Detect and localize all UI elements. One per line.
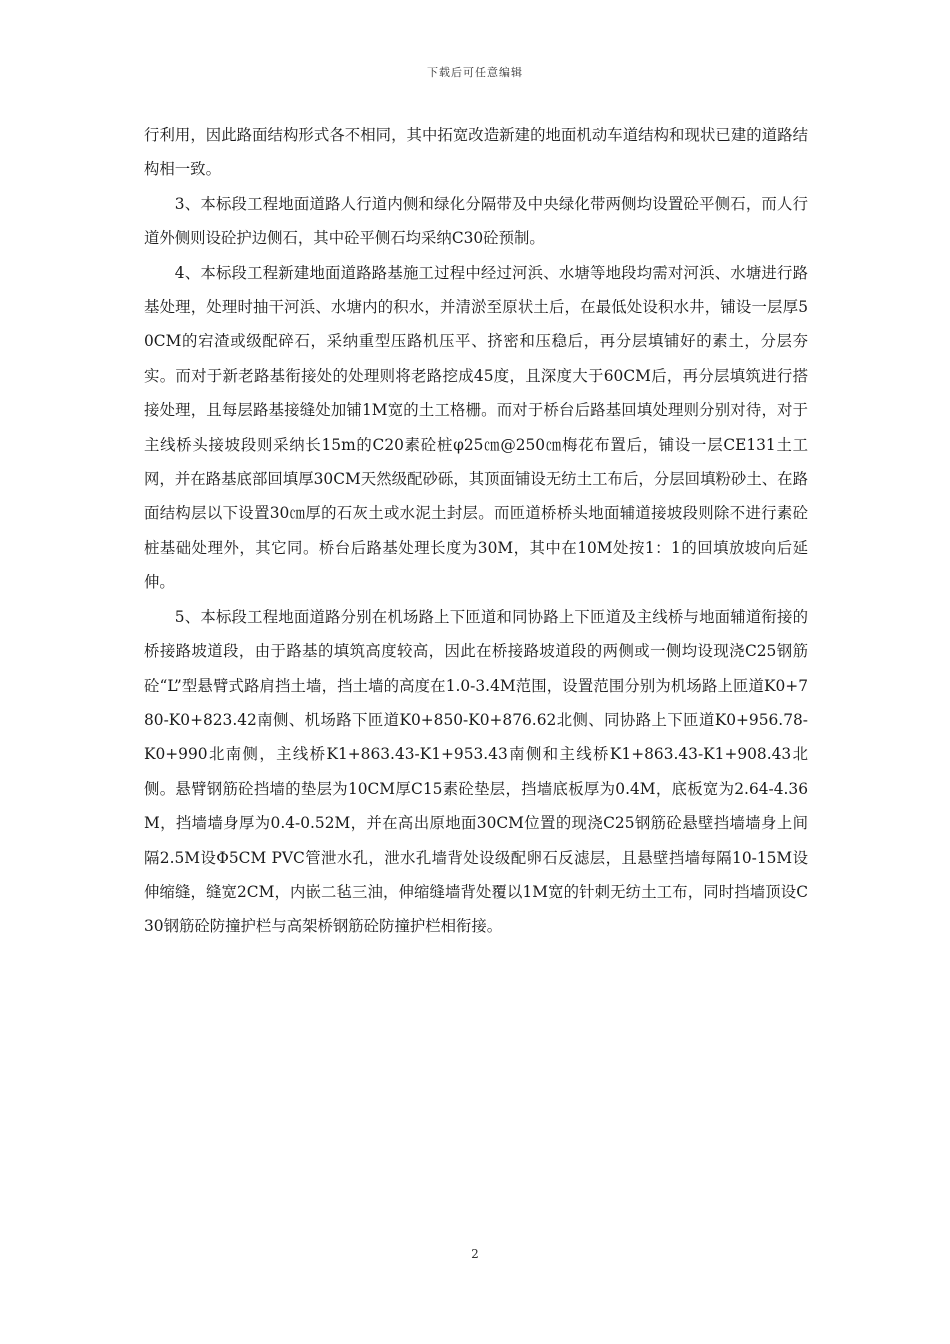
paragraph-continuation: 行利用，因此路面结构形式各不相同，其中拓宽改造新建的地面机动车道结构和现状已建的道路结构相一致。 [144,126,808,179]
page-header: 下载后可任意编辑 [427,66,523,79]
paragraph-item-3: 3、本标段工程地面道路人行道内侧和绿化分隔带及中央绿化带两侧均设置砼平侧石，而人行道外侧则设砼护边侧石，其中砼平侧石均采纳C30砼预制。 [144,194,808,248]
page-number: 2 [471,1247,479,1261]
paragraph-item-5: 5、本标段工程地面道路分别在机场路上下匝道和同协路上下匝道及主线桥与地面辅道衔接的桥接路坡道段，由于路基的填筑高度较高，因此在桥接路坡道段的两侧或一侧均设现浇C25钢筋砼“L”型悬臂式路肩挡土墙，挡土墙的高度在1.0-3.4M范围，设置范围分别为机场路上匝道K0+780-K0+823.42南侧、机场路下匝道K0+850-K0+876.62北侧、同协路上下匝道K0+956.78-K0+990北南侧，主线桥K1+863.43-K1+953.43南侧和主线桥K1+863.43-K1+908.43北侧。悬臂钢筋砼挡墙的垫层为10CM厚C15素砼垫层，挡墙底板厚为0.4M，底板宽为2.64-4.36M，挡墙墙身厚为0.4-0.52M，并在高出原地面30CM位置的现浇C25钢筋砼悬壁挡墙墙身上间隔2.5M设Φ5CM PVC管泄水孔，泄水孔墙背处设级配卵石反滤层，且悬壁挡墙每隔10-15M设伸缩缝，缝宽2CM，内嵌二毡三油，伸缩缝墙背处覆以1M宽的针刺无纺土工布，同时挡墙顶设C30钢筋砼防撞护栏与高架桥钢筋砼防撞护栏相衔接。 [144,607,808,936]
document-body [144,118,808,944]
paragraph-item-4: 4、本标段工程新建地面道路路基施工过程中经过河浜、水塘等地段均需对河浜、水塘进行路基处理，处理时抽干河浜、水塘内的积水，并清淤至原状土后，在最低处设积水井，铺设一层厚50CM的宕渣或级配碎石，采纳重型压路机压平、挤密和压稳后，再分层填铺好的素土，分层夯实。而对于新老路基衔接处的处理则将老路挖成45度，且深度大于60CM后，再分层填筑进行搭接处理，且每层路基接缝处加铺1M宽的土工格栅。而对于桥台后路基回填处理则分别对待，对于主线桥头接坡段则采纳长15m的C20素砼桩φ25㎝@250㎝梅花布置后，铺设一层CE131土工网，并在路基底部回填厚30CM天然级配砂砾，其顶面铺设无纺土工布后，分层回填粉砂土、在路面结构层以下设置30㎝厚的石灰土或水泥土封层。而匝道桥桥头地面辅道接坡段则除不进行素砼桩基础处理外，其它同。桥台后路基处理长度为30M，其中在10M处按1：1的回填放坡向后延伸。 [144,263,808,592]
